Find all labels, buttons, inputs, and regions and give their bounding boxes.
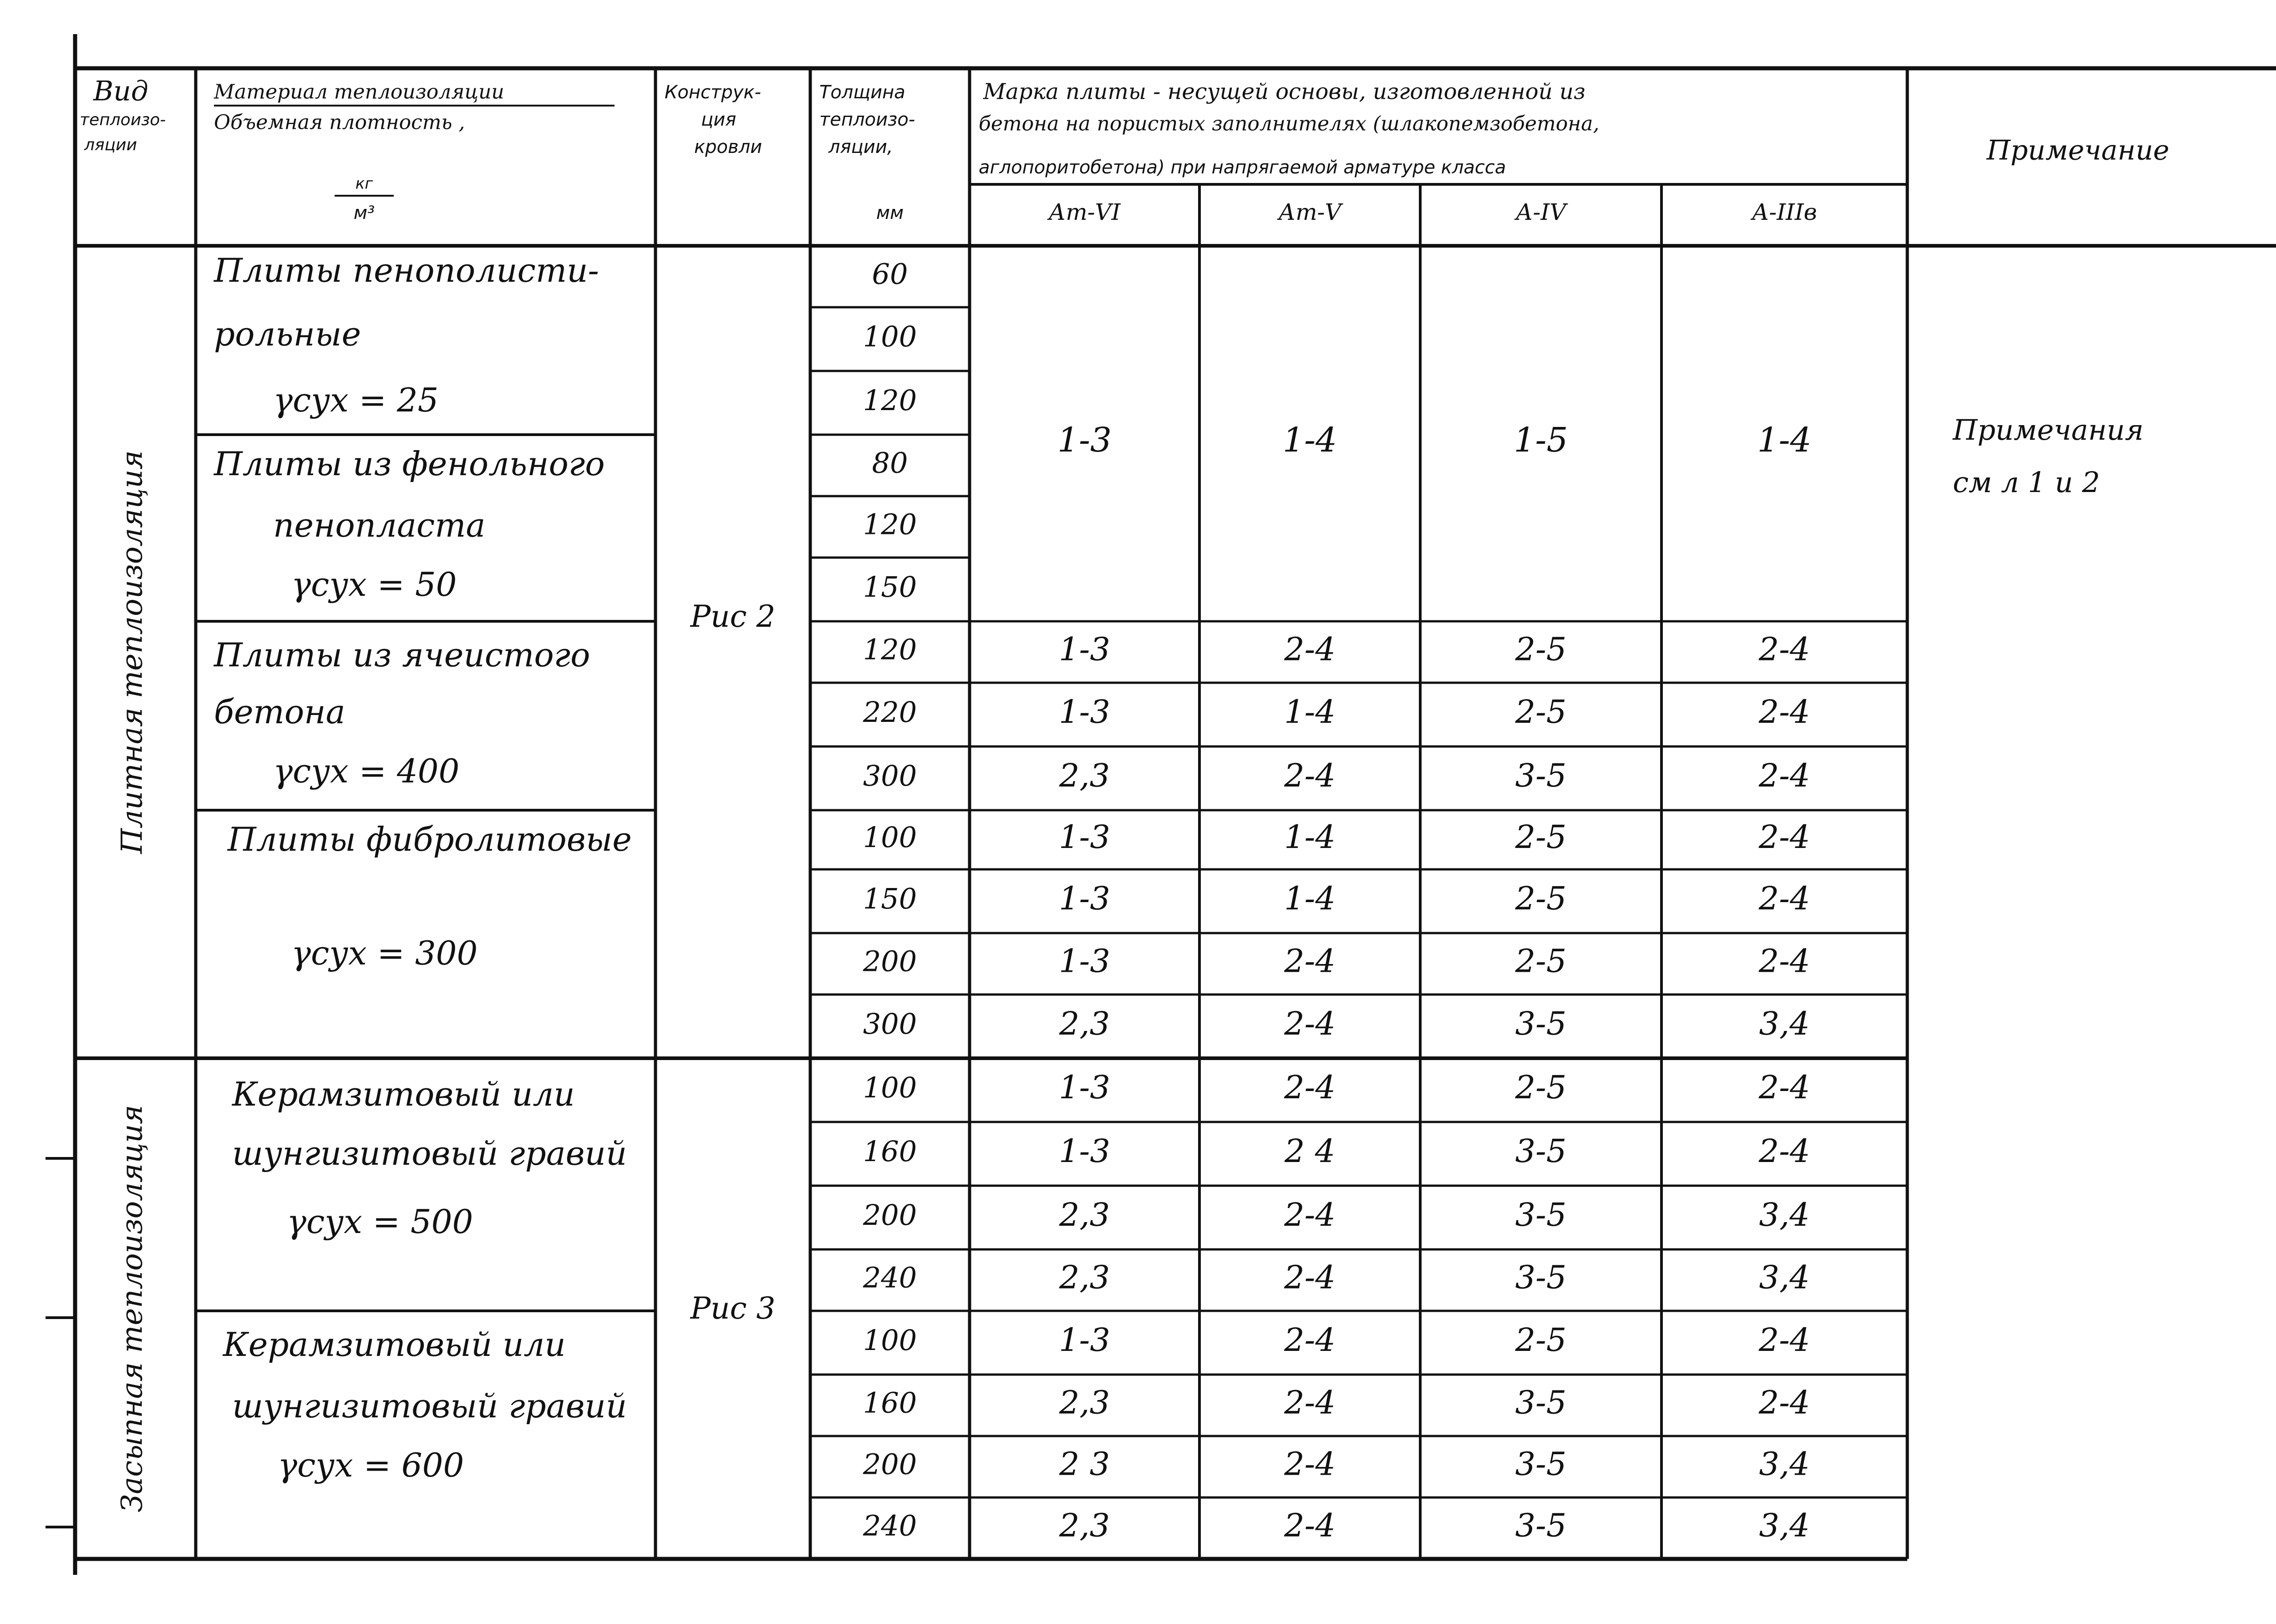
header-thickness: мм: [876, 203, 904, 223]
grade-value: 2-4: [1758, 880, 1810, 917]
grade-value: 3-5: [1515, 1507, 1567, 1544]
header-thickness: ляции,: [828, 137, 893, 157]
material-label: γсух = 300: [291, 934, 478, 972]
grade-value: 2-4: [1758, 1132, 1810, 1170]
header-grade: бетона на пористых заполнителях (шлакопемзобетона,: [979, 112, 1600, 136]
grade-value: 2-5: [1515, 880, 1567, 917]
thickness-value: 120: [863, 508, 917, 541]
header-view: ляции: [84, 136, 137, 154]
grade-value: 2,3: [1059, 1507, 1110, 1544]
header-material: Объемная плотность ,: [214, 111, 465, 134]
material-label: Плиты из ячеистого: [214, 636, 590, 674]
grade-value: 3,4: [1759, 1445, 1810, 1483]
grade-value: 2-4: [1758, 630, 1810, 668]
grade-value: 2-4: [1758, 693, 1810, 731]
grade-value-merged: 1-3: [1057, 420, 1112, 460]
header-construction: ция: [701, 109, 737, 130]
grade-value: 2-4: [1284, 1196, 1336, 1233]
header-unit: кг: [355, 174, 373, 193]
material-label: Керамзитовый или: [223, 1325, 566, 1364]
grade-value: 2-4: [1284, 1321, 1336, 1359]
grade-value: 1-3: [1059, 880, 1110, 917]
grade-value: 2-5: [1515, 818, 1567, 856]
grade-value: 2-4: [1284, 1445, 1336, 1483]
grade-value: 2,3: [1059, 1196, 1110, 1233]
grade-value: 2-4: [1284, 1069, 1336, 1106]
grade-value: 1-3: [1059, 693, 1110, 731]
thickness-value: 240: [863, 1509, 917, 1543]
material-label: γсух = 50: [291, 565, 457, 604]
material-label: γсух = 400: [273, 752, 460, 790]
material-label: Керамзитовый или: [232, 1075, 575, 1113]
grade-value: 2-5: [1515, 630, 1567, 668]
thickness-value: 100: [863, 821, 917, 854]
thickness-value: 120: [863, 384, 917, 417]
material-label: рольные: [214, 315, 361, 353]
thickness-value: 120: [863, 633, 917, 666]
grade-value: 2-4: [1284, 942, 1336, 980]
grade-value: 3-5: [1515, 757, 1567, 794]
grade-value: 2,3: [1059, 757, 1110, 794]
note-text: см л 1 и 2: [1953, 466, 2100, 499]
grade-value: 2-4: [1284, 1005, 1336, 1042]
grade-value: 3-5: [1515, 1196, 1567, 1233]
grade-value: 2-4: [1758, 1069, 1810, 1106]
material-label: шунгизитовый гравий: [232, 1134, 627, 1172]
construction-label: Рис 2: [690, 599, 776, 634]
grade-value: 3-5: [1515, 1445, 1567, 1483]
grade-value: 2 4: [1284, 1132, 1336, 1170]
grade-value: 3-5: [1515, 1259, 1567, 1296]
header-construction: кровли: [694, 137, 762, 157]
header-thickness: теплоизо-: [819, 109, 915, 130]
material-label: γсух = 25: [273, 381, 439, 419]
thickness-value: 60: [872, 257, 908, 291]
grade-value: 2-4: [1284, 1259, 1336, 1296]
header-grade: Марка плиты - несущей основы, изготовленной из: [983, 79, 1585, 105]
grade-value: 1-3: [1059, 942, 1110, 980]
grade-value: 2-4: [1758, 942, 1810, 980]
grade-value: 2-4: [1758, 757, 1810, 794]
rebar-class-header: А-IV: [1515, 199, 1566, 225]
grade-value: 2-4: [1284, 1507, 1336, 1544]
grade-value: 1-3: [1059, 818, 1110, 856]
header-material: Материал теплоизоляции: [214, 80, 504, 104]
grade-value: 1-4: [1284, 818, 1336, 856]
grade-value-merged: 1-5: [1514, 420, 1568, 460]
thickness-value: 240: [863, 1261, 917, 1294]
grade-value: 2-5: [1515, 1069, 1567, 1106]
material-label: Плиты фибролитовые: [228, 820, 632, 858]
rebar-class-header: А-IIIв: [1752, 199, 1817, 225]
group-label-plate: Плитная теплоизоляция: [115, 450, 149, 854]
material-label: шунгизитовый гравий: [232, 1387, 627, 1425]
thickness-value: 200: [863, 1198, 917, 1232]
note-text: Примечания: [1953, 413, 2144, 447]
material-label: пенопласта: [273, 506, 486, 544]
thickness-value: 300: [863, 1007, 917, 1041]
grade-value: 3-5: [1515, 1132, 1567, 1170]
grade-value: 3,4: [1759, 1259, 1810, 1296]
grade-value: 1-3: [1059, 1069, 1110, 1106]
material-label: Плиты пенополисти-: [214, 251, 599, 289]
construction-label: Рис 3: [690, 1291, 776, 1326]
grade-value: 1-4: [1284, 693, 1336, 731]
header-construction: Конструк-: [665, 82, 761, 103]
grade-value: 2-4: [1284, 757, 1336, 794]
thickness-value: 80: [872, 446, 908, 480]
thickness-value: 100: [863, 1324, 917, 1357]
material-label: γсух = 600: [278, 1446, 464, 1484]
rebar-class-header: Ат-VI: [1048, 199, 1121, 225]
header-grade: аглопоритобетона) при напрягаемой арматуре класса: [979, 157, 1506, 178]
grade-value: 2-4: [1758, 818, 1810, 856]
grade-value-merged: 1-4: [1282, 420, 1337, 460]
grade-value: 2-4: [1284, 630, 1336, 668]
thickness-value: 100: [863, 320, 917, 354]
header-thickness: Толщина: [819, 82, 905, 103]
header-unit: м³: [353, 203, 375, 223]
header-note: Примечание: [1986, 134, 2169, 167]
grade-value: 1-4: [1284, 880, 1336, 917]
grade-value: 2-4: [1758, 1384, 1810, 1421]
grade-value-merged: 1-4: [1757, 420, 1812, 460]
grade-value: 3,4: [1759, 1005, 1810, 1042]
thickness-value: 160: [863, 1386, 917, 1420]
thickness-value: 150: [863, 570, 917, 604]
grade-value: 2-4: [1284, 1384, 1336, 1421]
material-label: Плиты из фенольного: [214, 445, 605, 483]
header-view: Вид: [93, 75, 148, 107]
grade-value: 2,3: [1059, 1384, 1110, 1421]
grade-value: 2,3: [1059, 1005, 1110, 1042]
grade-value: 2 3: [1059, 1445, 1110, 1483]
thickness-value: 220: [863, 695, 917, 729]
grade-value: 1-3: [1059, 1321, 1110, 1359]
grade-value: 3-5: [1515, 1005, 1567, 1042]
grade-value: 3,4: [1759, 1196, 1810, 1233]
grade-value: 2-5: [1515, 942, 1567, 980]
grade-value: 1-3: [1059, 630, 1110, 668]
material-label: бетона: [214, 693, 345, 731]
thickness-value: 150: [863, 882, 917, 916]
grade-value: 2,3: [1059, 1259, 1110, 1296]
thickness-value: 200: [863, 944, 917, 978]
thickness-value: 160: [863, 1135, 917, 1168]
grade-value: 3,4: [1759, 1507, 1810, 1544]
grade-value: 3-5: [1515, 1384, 1567, 1421]
rebar-class-header: Ат-V: [1278, 199, 1341, 225]
grade-value: 2-5: [1515, 1321, 1567, 1359]
grade-value: 1-3: [1059, 1132, 1110, 1170]
header-view: теплоизо-: [80, 111, 166, 129]
grade-value: 2-5: [1515, 693, 1567, 731]
thickness-value: 300: [863, 759, 917, 793]
group-label-backfill: Засыпная теплоизоляция: [115, 1105, 149, 1512]
grade-value: 2-4: [1758, 1321, 1810, 1359]
material-label: γсух = 500: [287, 1203, 473, 1241]
thickness-value: 200: [863, 1447, 917, 1481]
thickness-value: 100: [863, 1071, 917, 1105]
